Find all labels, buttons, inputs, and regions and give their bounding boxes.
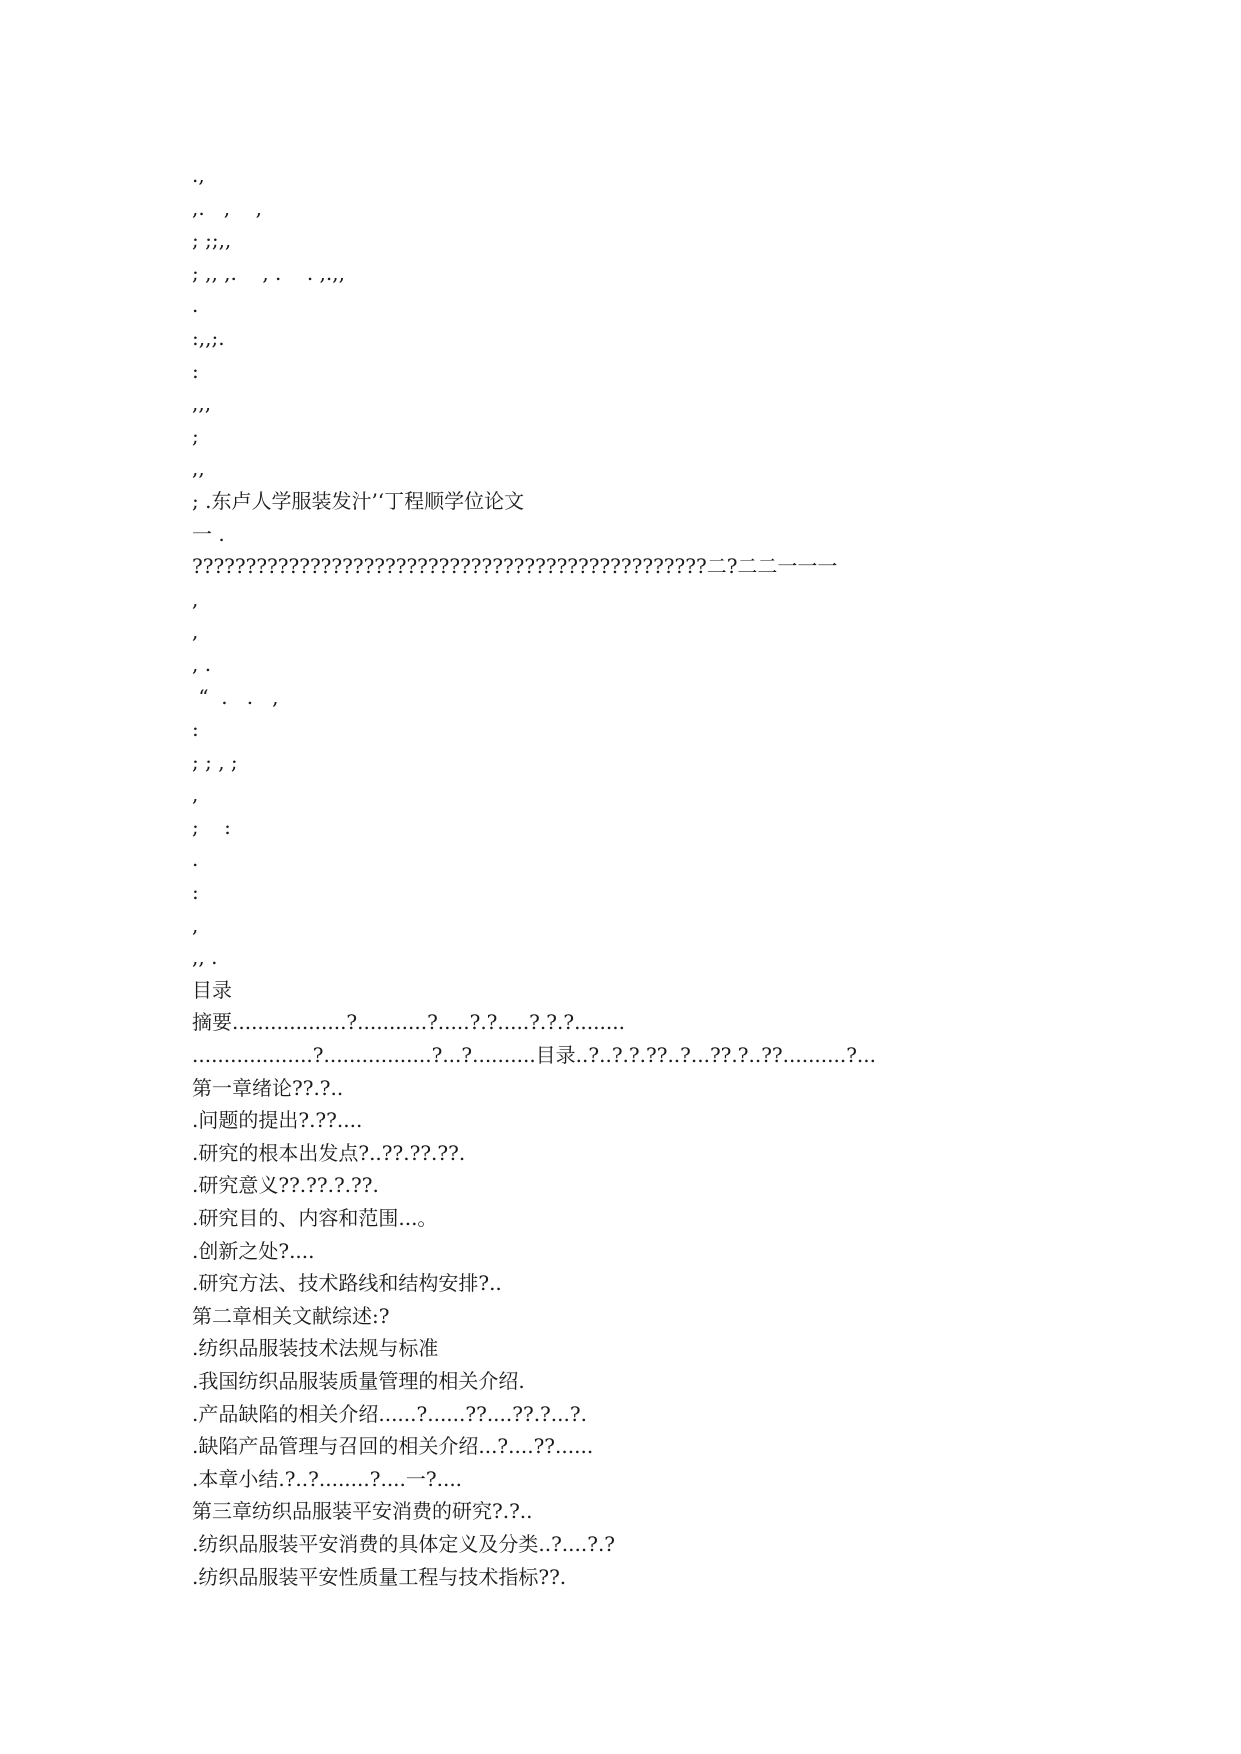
text-line: , . bbox=[192, 651, 212, 676]
table-of-contents bbox=[192, 974, 1121, 1593]
toc-chapter-entry: 第三章纺织品服装平安消费的研究?.?.. bbox=[192, 1499, 533, 1524]
text-line: ,. , , bbox=[192, 195, 262, 220]
toc-entry: .研究方法、技术路线和结构安排?.. bbox=[192, 1271, 502, 1296]
toc-entry: .研究的根本出发点?..??.??.??. bbox=[192, 1140, 466, 1165]
text-line: ; bbox=[192, 423, 199, 448]
toc-chapter-entry: 第二章相关文献综述:? bbox=[192, 1303, 390, 1328]
text-line: ,,, bbox=[192, 391, 212, 416]
text-line: , bbox=[192, 782, 199, 807]
toc-entry: .本章小结.?..?........?....一?.... bbox=[192, 1466, 463, 1491]
toc-entry: .缺陷产品管理与召回的相关介绍...?....??...... bbox=[192, 1434, 594, 1459]
text-line: ; ,, ,. , . . ,.,, bbox=[192, 260, 345, 285]
text-line: . bbox=[192, 293, 199, 318]
toc-entry: .创新之处?.... bbox=[192, 1238, 315, 1263]
toc-entry: .研究目的、内容和范围...。 bbox=[192, 1206, 438, 1230]
front-matter bbox=[192, 159, 1121, 974]
toc-entry: .纺织品服装平安性质量工程与技术指标??. bbox=[192, 1564, 567, 1589]
toc-entry: 摘要..................?...........?.....?.?.....?.?.?........ bbox=[192, 1010, 625, 1035]
text-line: ; : bbox=[192, 814, 231, 839]
text-line: :,,;. bbox=[192, 325, 225, 350]
text-line: ,, bbox=[192, 456, 205, 481]
text-line: : bbox=[192, 880, 199, 905]
toc-entry: .纺织品服装平安消费的具体定义及分类..?....?.? bbox=[192, 1531, 616, 1556]
text-line: 一 . bbox=[192, 521, 225, 546]
text-line: ., bbox=[192, 163, 205, 187]
text-line: , bbox=[192, 586, 199, 611]
toc-chapter-entry: 第一章绪论??.?.. bbox=[192, 1075, 344, 1100]
garbled-text-line: ????????????????????????????????????????????????二?二二一一一 bbox=[192, 554, 838, 579]
text-line: ; ; , ; bbox=[192, 749, 238, 774]
text-line: ,, . bbox=[192, 945, 218, 970]
text-line: ; ;;,, bbox=[192, 228, 232, 253]
text-line: “ . . , bbox=[192, 684, 279, 709]
toc-entry: .问题的提出?.??.... bbox=[192, 1108, 363, 1133]
text-line: : bbox=[192, 717, 199, 742]
text-line: . bbox=[192, 847, 199, 872]
toc-entry: .产品缺陷的相关介绍......?......??....??.?...?. bbox=[192, 1401, 587, 1426]
text-line: : bbox=[192, 358, 199, 383]
toc-entry: ...................?.................?...?..........目录..?..?.?.??..?...??.?..??..........?... bbox=[192, 1043, 877, 1068]
toc-entry: .纺织品服装技术法规与标准 bbox=[192, 1336, 439, 1361]
text-line: , bbox=[192, 912, 199, 937]
text-line: , bbox=[192, 619, 199, 644]
toc-entry: .我国纺织品服装质量管理的相关介绍. bbox=[192, 1368, 525, 1393]
toc-entry: .研究意义??.??.?.??. bbox=[192, 1173, 379, 1198]
thesis-title-line: ; .东卢人学服装发汁’‘丁程顺学位论文 bbox=[192, 488, 525, 513]
toc-heading: 目录 bbox=[192, 977, 232, 1002]
